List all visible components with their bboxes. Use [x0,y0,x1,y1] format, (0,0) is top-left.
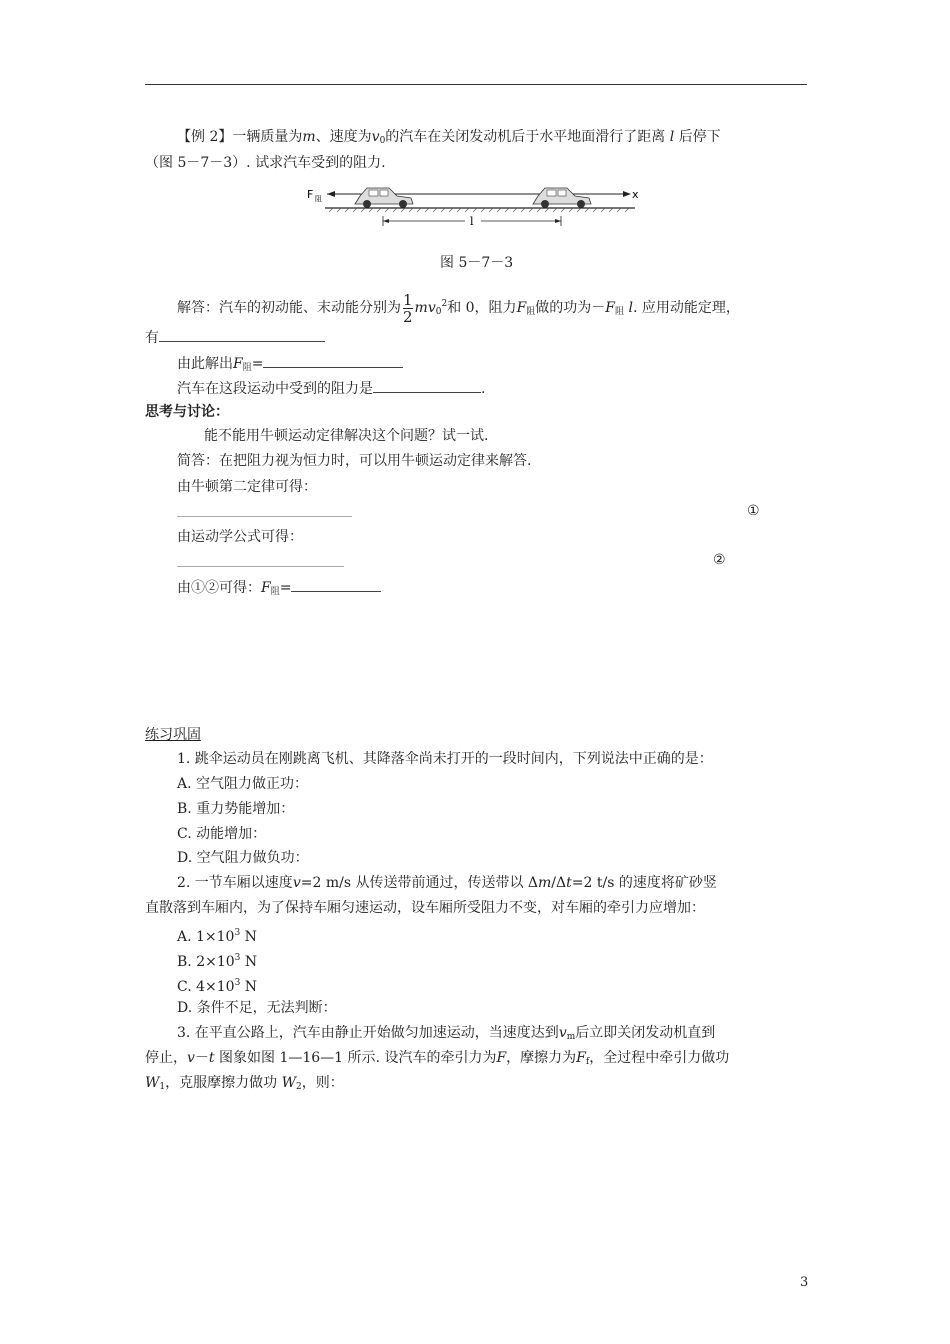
answer-line-have: 有 [145,327,325,348]
distance-label: l [470,215,474,228]
answer-line-result: 汽车在这段运动中受到的阻力是 . [177,378,485,399]
q1-text: 1. 跳伞运动员在刚跳离飞机、其降落伞尚未打开的一段时间内，下列说法中正确的是： [177,751,713,767]
circle-2: ② [713,552,726,568]
car-end-icon [533,188,591,208]
q2-option-b[interactable]: B. $2\times 10^3$ N [177,953,258,970]
fraction-half: $\frac{1}{2}$ [403,290,413,326]
blank-friction-value[interactable] [263,353,403,368]
q1-option-b[interactable]: B. 重力势能增加： [177,801,295,817]
q3-line-3: $W_1$，克服摩擦力做功 $W_2$，则： [145,1075,344,1092]
blank-newton-eq[interactable] [177,502,352,517]
x-axis-arrow-icon [623,191,631,197]
example-line-2: （图 5－7－3）. 试求汽车受到的阻力. [145,155,386,171]
x-axis-label: x [632,188,639,201]
practice-heading: 练习巩固 [145,727,201,743]
think-blank-1 [177,502,352,523]
blank-friction-result[interactable] [373,378,481,393]
q2-line-2: 直散落到车厢内，为了保持车厢匀速运动，设车厢所受阻力不变，对车厢的牵引力应增加： [145,900,705,916]
q2-option-d[interactable]: D. 条件不足，无法判断： [177,1000,337,1016]
friction-label: F [307,188,314,201]
think-from: 由①②可得：$F_阻=$ [177,577,381,602]
q2-line-1: 2. 一节车厢以速度v=2 m/s 从传送带前通过，传送带以 Δm/Δt=2 t/s 的速度将矿砂竖 [177,875,717,891]
blank-energy-theorem[interactable] [159,327,325,342]
think-newton: 由牛顿第二定律可得： [177,479,317,495]
blank-from-result[interactable] [291,577,381,592]
q3-line-1: 3. 在平直公路上，汽车由静止开始做匀加速运动，当速度达到$v_m$后立即关闭发动机直到 [177,1025,716,1042]
q2-option-c[interactable]: C. $4\times 10^3$ N [177,978,258,995]
q1-option-d[interactable]: D. 空气阻力做负功： [177,850,309,866]
q1-option-c[interactable]: C. 动能增加： [177,826,267,842]
page-number: 3 [800,1275,809,1290]
header-rule [145,84,807,85]
think-brief: 简答：在把阻力视为恒力时，可以用牛顿运动定律来解答. [177,453,532,469]
friction-sub: 阻 [315,195,322,203]
q3-line-2: 停止，v－t 图象如图 1—16—1 所示. 设汽车的牵引力为F，摩擦力为$F_f$，全过程中牵引力做功 [145,1050,730,1067]
think-question: 能不能用牛顿运动定律解决这个问题？试一试. [204,428,489,444]
answer-line-1: 解答：汽车的初动能、末动能分别为 $\frac{1}{2}$ $mv_0^2$和 0，阻力$F_阻$做的功为$-F_阻$ l. 应用动能定理， [177,290,740,326]
car-start-icon [355,188,413,208]
example-line-1: 【例 2】一辆质量为m、速度为$v_0$的汽车在关闭发动机后于水平地面滑行了距离 l 后停下 [177,129,721,146]
answer-line-solve: 由此解出$F_阻=$ [177,353,403,378]
circle-1: ① [747,503,760,519]
car-figure [305,176,640,230]
figure-caption: 图 5－7－3 [440,255,514,271]
think-heading: 思考与讨论： [145,404,229,420]
q1-option-a[interactable]: A. 空气阻力做正功： [177,776,309,792]
ground-hatch [329,208,629,212]
think-blank-2 [177,552,344,573]
q2-option-a[interactable]: A. $1\times 10^3$ N [177,928,257,945]
blank-kinematics-eq[interactable] [177,552,344,567]
force-arrow-icon [327,191,335,197]
think-kinematics: 由运动学公式可得： [177,529,303,545]
